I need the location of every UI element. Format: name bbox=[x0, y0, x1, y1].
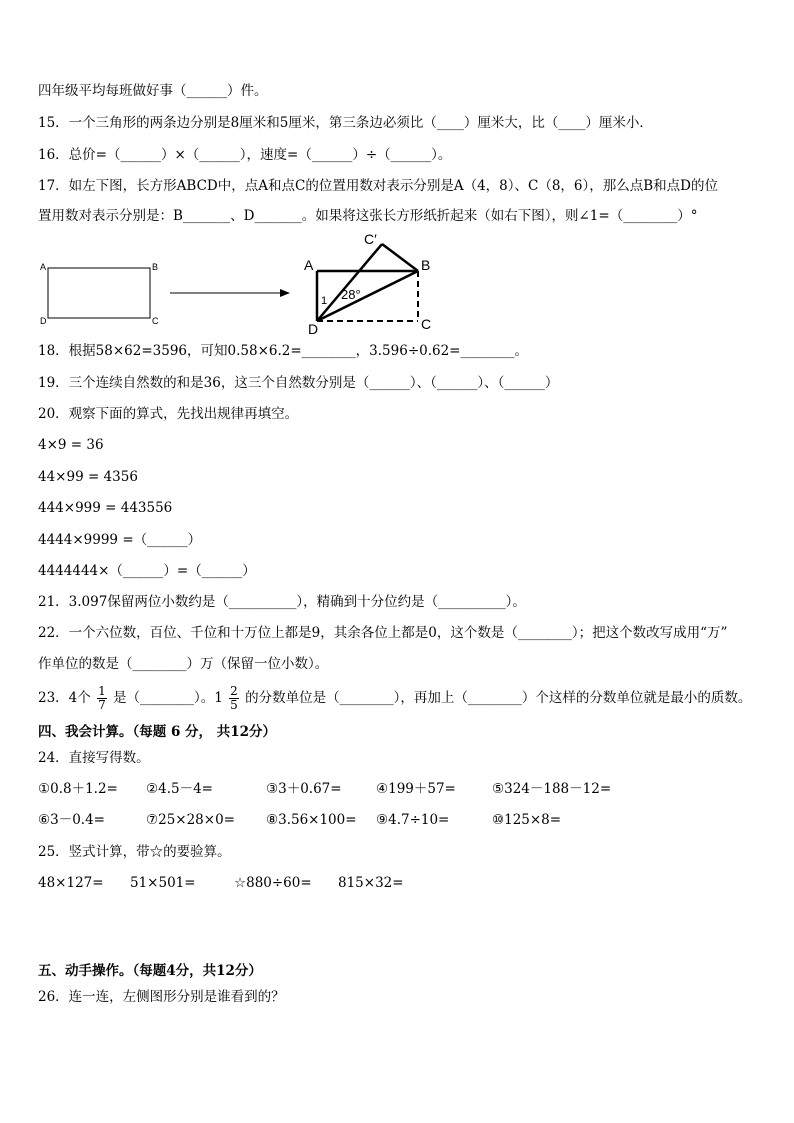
fold-cprime-to-b bbox=[382, 244, 418, 271]
pattern-line-2: 44×99 = 4356 bbox=[38, 469, 138, 485]
q23-suffix: 的分数单位是（________），再加上（________）个这样的分数单位就是最小的质数。 bbox=[245, 690, 752, 706]
fraction-2-numerator: 2 bbox=[230, 684, 238, 698]
q23-middle: 是（________）。1 bbox=[113, 690, 223, 706]
fold-diagonal-db bbox=[317, 271, 418, 321]
pattern-line-1: 4×9 = 36 bbox=[38, 437, 104, 453]
pattern-line-5: 4444444×（______）=（______） bbox=[38, 563, 256, 579]
question-18: 18．根据58×62=3596，可知0.58×6.2=________，3.596÷0.62=________。 bbox=[38, 343, 528, 359]
q24-item-8: ⑧3.56×100= bbox=[266, 812, 357, 828]
q24-item-1: ①0.8＋1.2= bbox=[38, 781, 118, 797]
question-20: 20．观察下面的算式，先找出规律再填空。 bbox=[38, 406, 299, 422]
pattern-line-3: 444×999 = 443556 bbox=[38, 500, 173, 516]
q25-item-2: 51×501= bbox=[130, 875, 196, 891]
question-23 bbox=[38, 680, 751, 716]
q25-item-1: 48×127= bbox=[38, 875, 104, 891]
q25-item-3: ☆880÷60= bbox=[234, 875, 312, 891]
pattern-line-4: 4444×9999 =（______） bbox=[38, 532, 202, 548]
right-label-a: A bbox=[304, 257, 314, 273]
right-label-b: B bbox=[421, 257, 431, 273]
q24-item-7: ⑦25×28×0= bbox=[146, 812, 235, 828]
q24-item-5: ⑤324－188－12= bbox=[492, 781, 612, 797]
fraction-2-denominator: 5 bbox=[230, 698, 238, 712]
question-16: 16．总价=（______）×（______），速度=（______）÷（______）。 bbox=[38, 147, 452, 163]
q23-prefix: 23．4个 bbox=[38, 690, 91, 706]
left-label-a: A bbox=[40, 262, 47, 272]
q24-item-3: ③3＋0.67= bbox=[266, 781, 342, 797]
fraction-1-numerator: 1 bbox=[98, 684, 106, 698]
section-5-heading: 五、动手操作。（每题4分，共12分） bbox=[38, 963, 262, 979]
question-26: 26．连一连，左侧图形分别是谁看到的？ bbox=[38, 989, 285, 1005]
angle-1-label: 1 bbox=[321, 295, 328, 307]
question-22-line1: 22．一个六位数，百位、千位和十万位上都是9，其余各位上都是0，这个数是（________）；把这个数改写成用“万” bbox=[38, 625, 728, 641]
question-15: 15．一个三角形的两条边分别是8厘米和5厘米，第三条边必须比（____）厘米大，比（____）厘米小． bbox=[38, 115, 653, 131]
left-label-c: C bbox=[152, 316, 159, 326]
line-q14-tail: 四年级平均每班做好事（______）件。 bbox=[38, 83, 268, 99]
fold-d-to-cprime bbox=[317, 244, 382, 321]
fraction-1-denominator: 7 bbox=[98, 698, 106, 712]
q24-item-9: ⑨4.7÷10= bbox=[376, 812, 450, 828]
q25-item-4: 815×32= bbox=[338, 875, 404, 891]
right-label-cprime: C′ bbox=[364, 232, 377, 247]
right-label-d: D bbox=[308, 321, 319, 337]
question-25: 25．竖式计算，带☆的要验算。 bbox=[38, 844, 231, 860]
q24-item-2: ②4.5－4= bbox=[146, 781, 213, 797]
question-19: 19．三个连续自然数的和是36，这三个自然数分别是（______）、（______）、（______） bbox=[38, 375, 559, 391]
section-4-heading: 四、我会计算。（每题 6 分， 共12分） bbox=[38, 724, 277, 740]
question-22-line2: 作单位的数是（________）万（保留一位小数）。 bbox=[38, 656, 329, 672]
rectangle-abcd bbox=[48, 268, 150, 318]
left-label-b: B bbox=[152, 262, 159, 272]
angle-28-label: 28° bbox=[341, 287, 361, 302]
arrow-head bbox=[280, 289, 290, 297]
q24-item-10: ⑩125×8= bbox=[492, 812, 562, 828]
question-17-line1: 17．如左下图，长方形ABCD中，点A和点C的位置用数对表示分别是A（4，8）、C（8，6），那么点B和点D的位 bbox=[38, 178, 719, 194]
question-21: 21．3.097保留两位小数约是（__________），精确到十分位约是（__________）。 bbox=[38, 594, 526, 610]
rectangle-fold-figure bbox=[36, 232, 456, 338]
left-label-d: D bbox=[40, 316, 47, 326]
fraction-one-seventh bbox=[97, 685, 107, 712]
question-17-line2: 置用数对表示分别是：B_______、D_______。如果将这张长方形纸折起来（如右下图），则∠1=（________）° bbox=[38, 208, 698, 224]
right-label-c: C bbox=[421, 316, 432, 332]
question-24: 24．直接写得数。 bbox=[38, 750, 150, 766]
q24-item-4: ④199＋57= bbox=[376, 781, 456, 797]
q24-item-6: ⑥3－0.4= bbox=[38, 812, 105, 828]
fraction-two-fifths bbox=[229, 685, 239, 712]
